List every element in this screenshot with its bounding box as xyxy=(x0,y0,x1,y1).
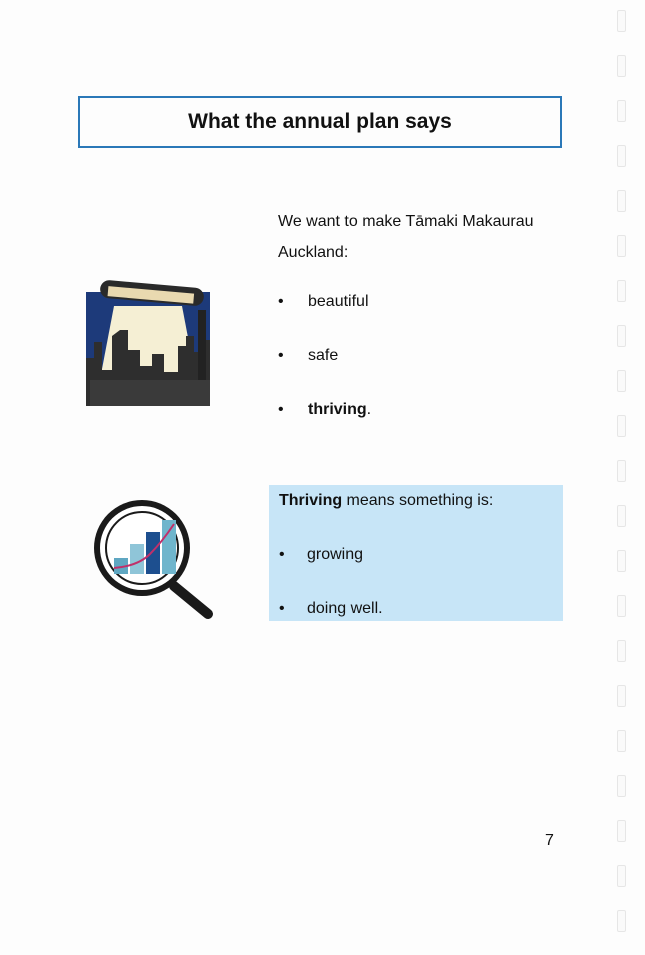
goal-item: • beautiful xyxy=(278,290,371,344)
definition-item: • doing well. xyxy=(279,597,383,651)
definition-item: • growing xyxy=(279,543,383,597)
definition-heading: Thriving means something is: xyxy=(279,492,494,509)
definition-term: Thriving xyxy=(279,492,343,509)
intro-text: We want to make Tāmaki Makaurau Auckland: xyxy=(278,213,534,261)
goal-item: • thriving. xyxy=(278,398,371,452)
goal-item-bold: thriving xyxy=(308,401,367,418)
goal-list xyxy=(278,290,371,452)
definition-box xyxy=(269,485,563,621)
title-box xyxy=(78,96,562,148)
page-number: 7 xyxy=(545,832,554,849)
city-spotlight-icon xyxy=(86,280,212,408)
magnifier-chart-icon xyxy=(86,496,216,620)
goal-item: • safe xyxy=(278,344,371,398)
binding-holes xyxy=(617,10,631,955)
definition-list xyxy=(279,543,383,651)
page-title: What the annual plan says xyxy=(188,110,452,133)
